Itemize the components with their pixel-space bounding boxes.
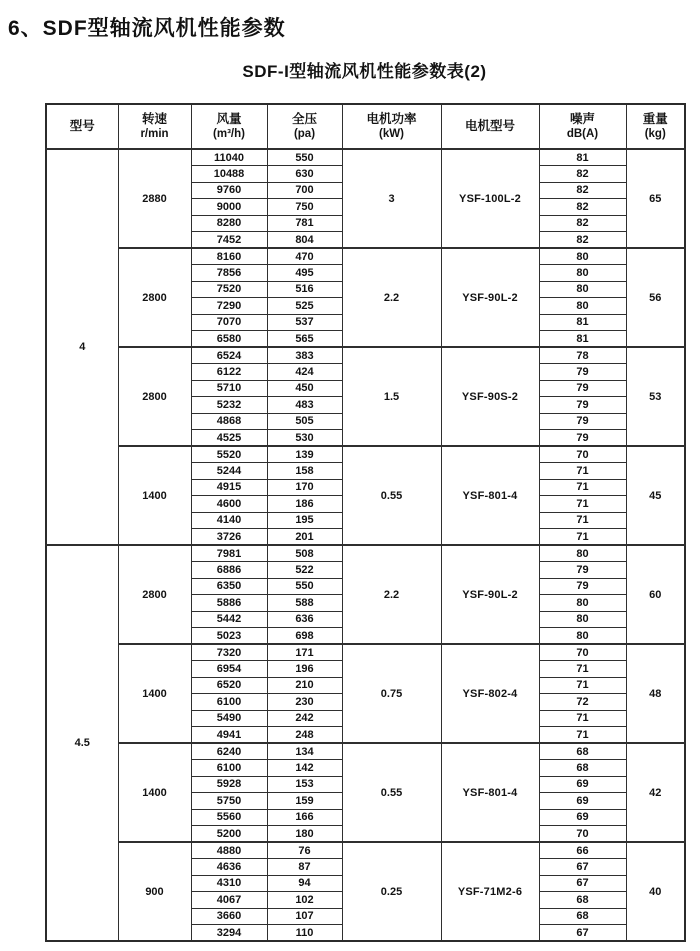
table-row [46, 248, 685, 265]
pressure-cell: 159 [267, 793, 342, 810]
noise-cell: 69 [539, 793, 626, 810]
pressure-cell: 201 [267, 529, 342, 546]
col-header-speed: 转速 r/min [118, 104, 191, 149]
table-row [46, 644, 685, 661]
power-cell: 1.5 [342, 347, 441, 446]
pressure-cell: 171 [267, 644, 342, 661]
weight-cell: 60 [626, 545, 685, 644]
pressure-cell: 537 [267, 314, 342, 331]
pressure-cell: 210 [267, 677, 342, 694]
col-header-pressure: 全压 (pa) [267, 104, 342, 149]
table-title: SDF-I型轴流风机性能参数表(2) [242, 62, 487, 81]
airflow-cell: 5886 [191, 595, 267, 612]
table-row [46, 743, 685, 760]
pressure-cell: 139 [267, 446, 342, 463]
table-body [46, 149, 685, 941]
pressure-cell: 698 [267, 628, 342, 645]
airflow-cell: 4915 [191, 479, 267, 496]
airflow-cell: 6520 [191, 677, 267, 694]
noise-cell: 82 [539, 232, 626, 249]
pressure-cell: 483 [267, 397, 342, 414]
fan-performance-table [45, 103, 686, 942]
airflow-cell: 5244 [191, 463, 267, 480]
noise-cell: 79 [539, 380, 626, 397]
pressure-cell: 630 [267, 166, 342, 183]
page-title: 6、SDF型轴流风机性能参数 [8, 17, 286, 40]
power-cell: 2.2 [342, 545, 441, 644]
noise-cell: 79 [539, 562, 626, 579]
airflow-cell: 3294 [191, 925, 267, 942]
noise-cell: 81 [539, 331, 626, 348]
power-cell: 2.2 [342, 248, 441, 347]
pressure-cell: 102 [267, 892, 342, 909]
col-header-model: 型号 [46, 104, 118, 149]
noise-cell: 80 [539, 265, 626, 282]
pressure-cell: 565 [267, 331, 342, 348]
airflow-cell: 6580 [191, 331, 267, 348]
airflow-cell: 4600 [191, 496, 267, 513]
pressure-cell: 508 [267, 545, 342, 562]
pressure-cell: 107 [267, 908, 342, 925]
noise-cell: 80 [539, 611, 626, 628]
speed-cell: 1400 [118, 743, 191, 842]
airflow-cell: 4525 [191, 430, 267, 447]
pressure-cell: 750 [267, 199, 342, 216]
airflow-cell: 9760 [191, 182, 267, 199]
noise-cell: 70 [539, 644, 626, 661]
noise-cell: 68 [539, 908, 626, 925]
noise-cell: 81 [539, 149, 626, 166]
airflow-cell: 5520 [191, 446, 267, 463]
airflow-cell: 4941 [191, 727, 267, 744]
noise-cell: 71 [539, 710, 626, 727]
airflow-cell: 6350 [191, 578, 267, 595]
pressure-cell: 804 [267, 232, 342, 249]
noise-cell: 79 [539, 578, 626, 595]
airflow-cell: 9000 [191, 199, 267, 216]
col-header-airflow: 风量 (m³/h) [191, 104, 267, 149]
noise-cell: 82 [539, 215, 626, 232]
pressure-cell: 450 [267, 380, 342, 397]
table-row [46, 149, 685, 166]
speed-cell: 2880 [118, 149, 191, 248]
pressure-cell: 170 [267, 479, 342, 496]
model-cell: 4.5 [46, 545, 118, 941]
noise-cell: 80 [539, 595, 626, 612]
airflow-cell: 6240 [191, 743, 267, 760]
pressure-cell: 424 [267, 364, 342, 381]
power-cell: 0.25 [342, 842, 441, 941]
motor-cell: YSF-90L-2 [441, 248, 539, 347]
pressure-cell: 230 [267, 694, 342, 711]
airflow-cell: 8160 [191, 248, 267, 265]
airflow-cell: 4880 [191, 842, 267, 859]
pressure-cell: 134 [267, 743, 342, 760]
noise-cell: 71 [539, 529, 626, 546]
pressure-cell: 196 [267, 661, 342, 678]
airflow-cell: 7452 [191, 232, 267, 249]
airflow-cell: 5560 [191, 809, 267, 826]
table-row [46, 347, 685, 364]
airflow-cell: 4636 [191, 859, 267, 876]
weight-cell: 65 [626, 149, 685, 248]
pressure-cell: 76 [267, 842, 342, 859]
pressure-cell: 110 [267, 925, 342, 942]
motor-cell: YSF-802-4 [441, 644, 539, 743]
power-cell: 0.75 [342, 644, 441, 743]
pressure-cell: 530 [267, 430, 342, 447]
pressure-cell: 781 [267, 215, 342, 232]
noise-cell: 79 [539, 430, 626, 447]
motor-cell: YSF-71M2-6 [441, 842, 539, 941]
power-cell: 0.55 [342, 446, 441, 545]
noise-cell: 80 [539, 298, 626, 315]
airflow-cell: 5750 [191, 793, 267, 810]
noise-cell: 79 [539, 397, 626, 414]
noise-cell: 82 [539, 182, 626, 199]
airflow-cell: 6122 [191, 364, 267, 381]
speed-cell: 2800 [118, 545, 191, 644]
noise-cell: 80 [539, 248, 626, 265]
pressure-cell: 550 [267, 578, 342, 595]
model-cell: 4 [46, 149, 118, 545]
pressure-cell: 166 [267, 809, 342, 826]
weight-cell: 56 [626, 248, 685, 347]
noise-cell: 71 [539, 727, 626, 744]
pressure-cell: 158 [267, 463, 342, 480]
noise-cell: 71 [539, 512, 626, 529]
pressure-cell: 383 [267, 347, 342, 364]
table-row [46, 545, 685, 562]
pressure-cell: 186 [267, 496, 342, 513]
noise-cell: 69 [539, 776, 626, 793]
motor-cell: YSF-100L-2 [441, 149, 539, 248]
speed-cell: 1400 [118, 644, 191, 743]
pressure-cell: 142 [267, 760, 342, 777]
airflow-cell: 3726 [191, 529, 267, 546]
airflow-cell: 5232 [191, 397, 267, 414]
noise-cell: 80 [539, 545, 626, 562]
airflow-cell: 11040 [191, 149, 267, 166]
speed-cell: 1400 [118, 446, 191, 545]
noise-cell: 82 [539, 199, 626, 216]
noise-cell: 71 [539, 463, 626, 480]
noise-cell: 71 [539, 677, 626, 694]
airflow-cell: 7856 [191, 265, 267, 282]
noise-cell: 67 [539, 925, 626, 942]
airflow-cell: 8280 [191, 215, 267, 232]
pressure-cell: 153 [267, 776, 342, 793]
pressure-cell: 550 [267, 149, 342, 166]
pressure-cell: 180 [267, 826, 342, 843]
speed-cell: 900 [118, 842, 191, 941]
weight-cell: 40 [626, 842, 685, 941]
airflow-cell: 6886 [191, 562, 267, 579]
pressure-cell: 87 [267, 859, 342, 876]
airflow-cell: 4310 [191, 875, 267, 892]
pressure-cell: 525 [267, 298, 342, 315]
speed-cell: 2800 [118, 347, 191, 446]
noise-cell: 79 [539, 364, 626, 381]
noise-cell: 68 [539, 892, 626, 909]
noise-cell: 67 [539, 859, 626, 876]
airflow-cell: 3660 [191, 908, 267, 925]
noise-cell: 68 [539, 760, 626, 777]
pressure-cell: 505 [267, 413, 342, 430]
airflow-cell: 7520 [191, 281, 267, 298]
airflow-cell: 10488 [191, 166, 267, 183]
airflow-cell: 4868 [191, 413, 267, 430]
col-header-weight: 重量 (kg) [626, 104, 685, 149]
airflow-cell: 6954 [191, 661, 267, 678]
airflow-cell: 7290 [191, 298, 267, 315]
airflow-cell: 7070 [191, 314, 267, 331]
weight-cell: 45 [626, 446, 685, 545]
table-row [46, 446, 685, 463]
motor-cell: YSF-90S-2 [441, 347, 539, 446]
airflow-cell: 7981 [191, 545, 267, 562]
power-cell: 3 [342, 149, 441, 248]
pressure-cell: 242 [267, 710, 342, 727]
pressure-cell: 94 [267, 875, 342, 892]
airflow-cell: 6100 [191, 694, 267, 711]
noise-cell: 81 [539, 314, 626, 331]
airflow-cell: 4067 [191, 892, 267, 909]
noise-cell: 71 [539, 661, 626, 678]
speed-cell: 2800 [118, 248, 191, 347]
airflow-cell: 5442 [191, 611, 267, 628]
pressure-cell: 636 [267, 611, 342, 628]
airflow-cell: 5023 [191, 628, 267, 645]
pressure-cell: 495 [267, 265, 342, 282]
airflow-cell: 6100 [191, 760, 267, 777]
noise-cell: 67 [539, 875, 626, 892]
weight-cell: 48 [626, 644, 685, 743]
airflow-cell: 4140 [191, 512, 267, 529]
pressure-cell: 588 [267, 595, 342, 612]
motor-cell: YSF-90L-2 [441, 545, 539, 644]
col-header-power: 电机功率 (kW) [342, 104, 441, 149]
noise-cell: 72 [539, 694, 626, 711]
col-header-noise: 噪声 dB(A) [539, 104, 626, 149]
noise-cell: 80 [539, 628, 626, 645]
pressure-cell: 248 [267, 727, 342, 744]
airflow-cell: 7320 [191, 644, 267, 661]
table-row [46, 842, 685, 859]
noise-cell: 79 [539, 413, 626, 430]
airflow-cell: 5928 [191, 776, 267, 793]
noise-cell: 66 [539, 842, 626, 859]
noise-cell: 71 [539, 479, 626, 496]
power-cell: 0.55 [342, 743, 441, 842]
pressure-cell: 522 [267, 562, 342, 579]
airflow-cell: 5710 [191, 380, 267, 397]
noise-cell: 69 [539, 809, 626, 826]
noise-cell: 78 [539, 347, 626, 364]
weight-cell: 53 [626, 347, 685, 446]
motor-cell: YSF-801-4 [441, 743, 539, 842]
noise-cell: 82 [539, 166, 626, 183]
pressure-cell: 470 [267, 248, 342, 265]
noise-cell: 70 [539, 826, 626, 843]
airflow-cell: 5200 [191, 826, 267, 843]
airflow-cell: 6524 [191, 347, 267, 364]
airflow-cell: 5490 [191, 710, 267, 727]
pressure-cell: 700 [267, 182, 342, 199]
noise-cell: 80 [539, 281, 626, 298]
table-header-row [46, 104, 685, 149]
noise-cell: 68 [539, 743, 626, 760]
pressure-cell: 516 [267, 281, 342, 298]
noise-cell: 71 [539, 496, 626, 513]
weight-cell: 42 [626, 743, 685, 842]
motor-cell: YSF-801-4 [441, 446, 539, 545]
col-header-motor: 电机型号 [441, 104, 539, 149]
noise-cell: 70 [539, 446, 626, 463]
pressure-cell: 195 [267, 512, 342, 529]
